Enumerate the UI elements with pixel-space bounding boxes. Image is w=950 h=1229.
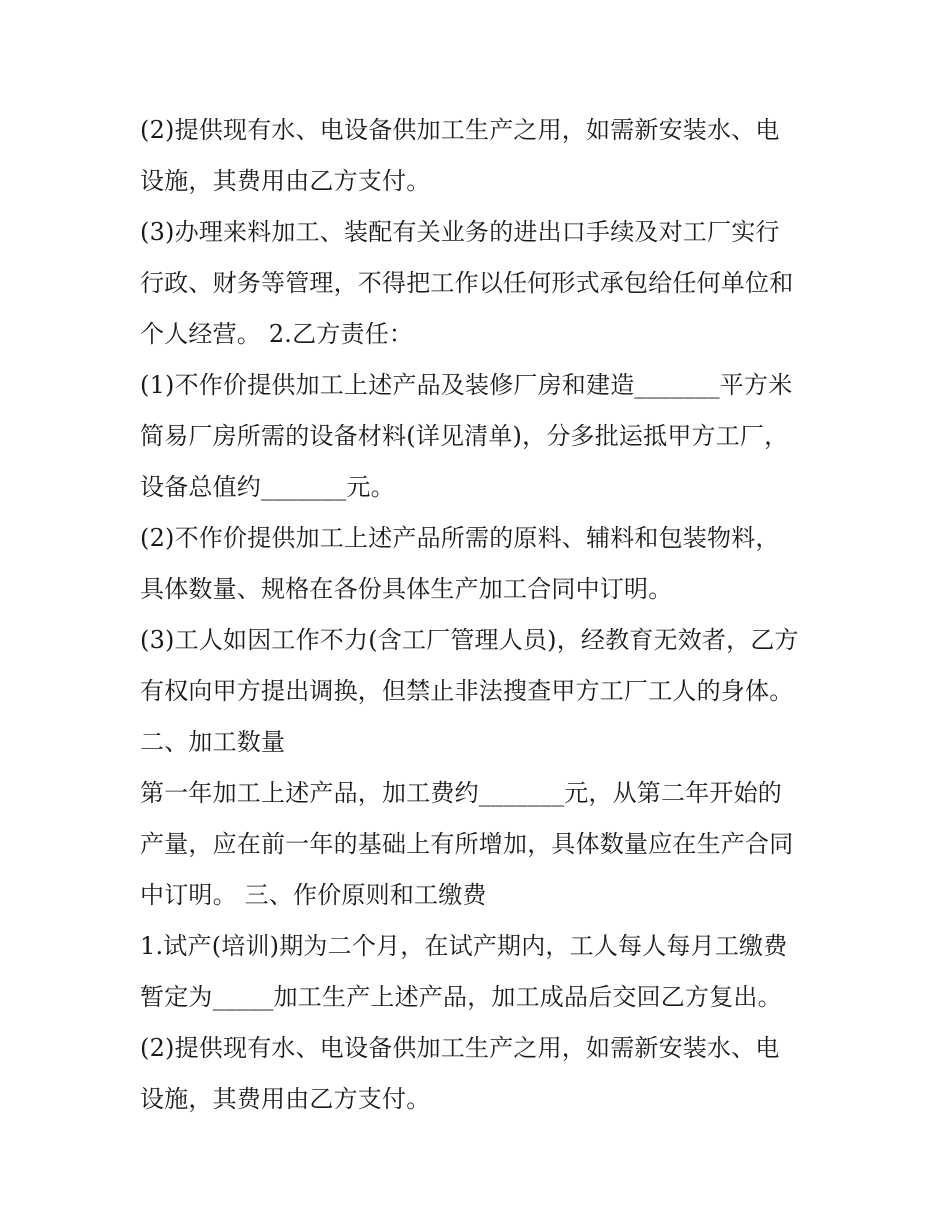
- text-line: 行政、财务等管理，不得把工作以任何形式承包给任何单位和: [140, 269, 794, 297]
- text-line: 1.试产(培训)期为二个月，在试产期内，工人每人每月工缴费: [140, 932, 788, 960]
- text-line: 设施，其费用由乙方支付。: [140, 167, 431, 195]
- text-line: 有权向甲方提出调换，但禁止非法搜查甲方工厂工人的身体。: [140, 677, 794, 705]
- text-line: 第一年加工上述产品，加工费约_______元，从第二年开始的: [140, 779, 782, 807]
- text-line: 产量，应在前一年的基础上有所增加，具体数量应在生产合同: [140, 830, 794, 858]
- section-heading: 二、加工数量: [140, 728, 286, 756]
- text-line: (3)办理来料加工、装配有关业务的进出口手续及对工厂实行: [140, 218, 780, 246]
- text-line: 简易厂房所需的设备材料(详见清单)，分多批运抵甲方工厂，: [140, 422, 789, 450]
- text-line: 设备总值约_______元。: [140, 473, 395, 501]
- document-body: [140, 105, 820, 1125]
- text-line: 中订明。 三、作价原则和工缴费: [140, 881, 487, 909]
- text-line: 个人经营。 2.乙方责任：: [140, 320, 414, 348]
- text-line: 设施，其费用由乙方支付。: [140, 1085, 431, 1113]
- text-line: (1)不作价提供加工上述产品及装修厂房和建造_______平方米: [140, 371, 793, 399]
- text-line: 暂定为_____加工生产上述产品，加工成品后交回乙方复出。: [140, 983, 782, 1011]
- text-line: 具体数量、规格在各份具体生产加工合同中订明。: [140, 575, 673, 603]
- text-line: (2)提供现有水、电设备供加工生产之用，如需新安装水、电: [140, 1034, 780, 1062]
- text-line: (3)工人如因工作不力(含工厂管理人员)，经教育无效者，乙方: [140, 626, 799, 654]
- text-line: (2)提供现有水、电设备供加工生产之用，如需新安装水、电: [140, 116, 780, 144]
- text-line: (2)不作价提供加工上述产品所需的原料、辅料和包装物料，: [140, 524, 780, 552]
